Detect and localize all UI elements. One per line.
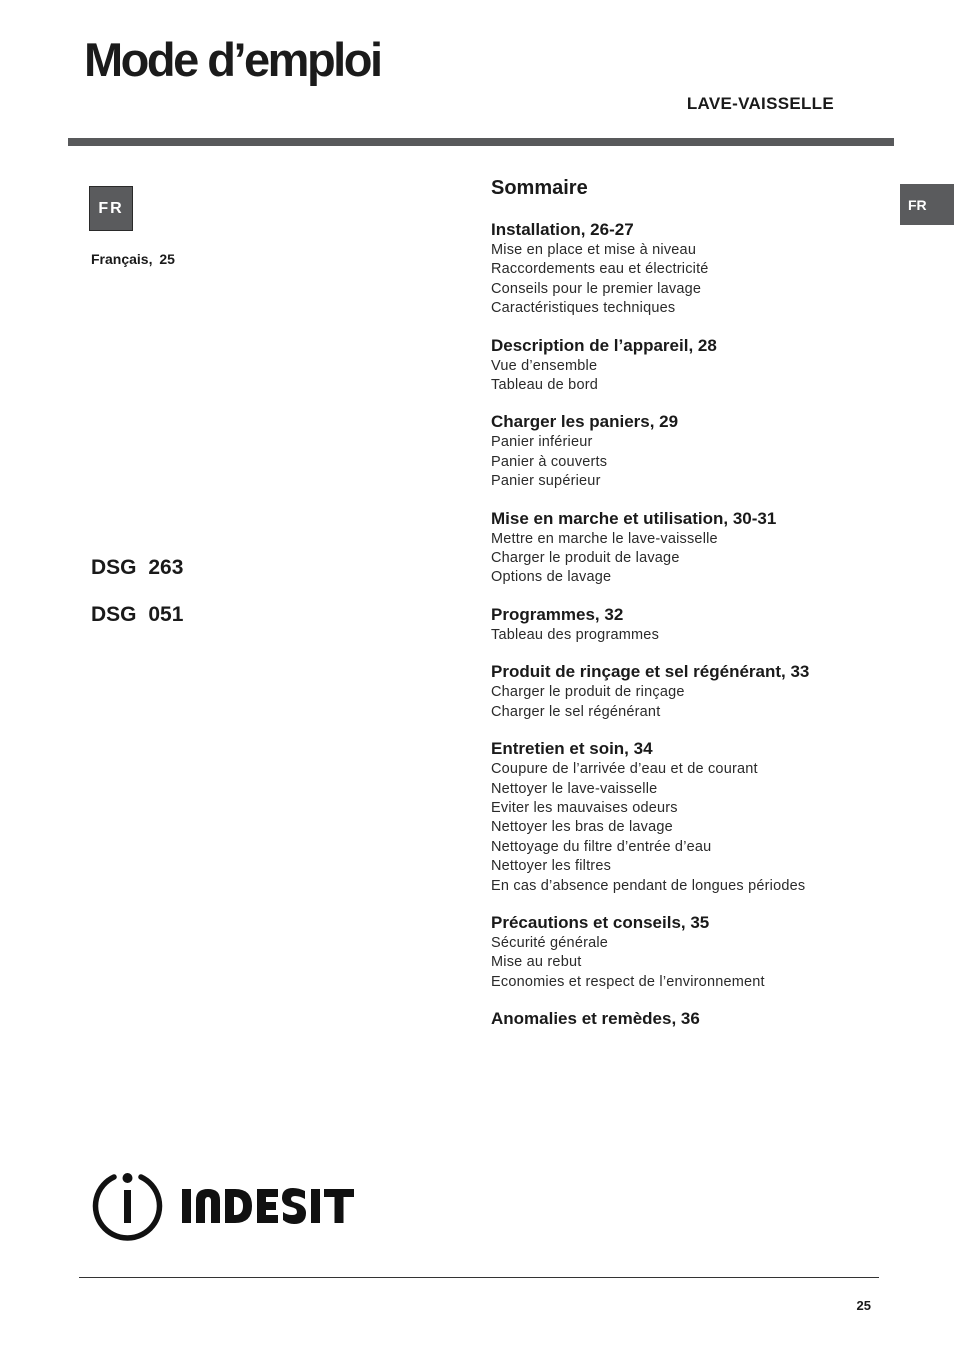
toc-item: Nettoyer les bras de lavage (491, 819, 673, 836)
toc-section (491, 604, 891, 645)
toc-item: Caractéristiques techniques (491, 300, 676, 317)
toc-item: Vue d’ensemble (491, 357, 598, 374)
toc-item: Tableau de bord (491, 377, 598, 394)
toc-item: Mettre en marche le lave-vaisselle (491, 530, 718, 547)
footer-divider (79, 1277, 879, 1278)
toc-item: Economies et respect de l’environnement (491, 973, 765, 990)
toc-section (491, 912, 891, 992)
toc-item: Options de lavage (491, 569, 612, 586)
language-page-reference: Français, 25 (91, 251, 175, 267)
toc-section-title: Anomalies et remèdes, 36 (491, 1009, 700, 1029)
toc-item: Mise en place et mise à niveau (491, 242, 697, 258)
toc-section-title: Installation, 26-27 (491, 220, 634, 239)
toc-section-title: Programmes, 32 (491, 604, 624, 624)
page-title: Mode d’emploi (84, 33, 381, 86)
toc-section-title: Entretien et soin, 34 (491, 739, 653, 759)
toc-heading: Sommaire (491, 177, 588, 199)
toc-section-title: Mise en marche et utilisation, 30-31 (491, 508, 777, 528)
toc-section-title: Produit de rinçage et sel régénérant, 33 (491, 662, 810, 682)
toc-section (491, 738, 891, 896)
toc-item: Nettoyage du filtre d’entrée d’eau (491, 838, 712, 855)
toc-item: Raccordements eau et électricité (491, 261, 709, 278)
toc-item: Charger le produit de lavage (491, 550, 680, 567)
toc-item: Panier supérieur (491, 473, 601, 490)
toc-section (491, 335, 891, 396)
model-number: DSG 051 (91, 603, 184, 626)
toc-section (491, 219, 891, 319)
document-subtitle: LAVE-VAISSELLE (686, 94, 834, 113)
language-side-tab: FR (900, 184, 954, 225)
toc-item: Panier à couverts (491, 453, 608, 470)
toc-section (491, 411, 891, 491)
toc-item: Coupure de l’arrivée d’eau et de courant (491, 761, 758, 778)
toc-item: Eviter les mauvaises odeurs (491, 799, 678, 816)
toc-item: Panier inférieur (491, 434, 593, 451)
toc-section-title: Charger les paniers, 29 (491, 412, 679, 432)
header-divider (68, 138, 894, 146)
language-badge: FR (89, 186, 133, 231)
toc-section-title: Précautions et conseils, 35 (491, 912, 710, 932)
toc-item: Charger le sel régénérant (491, 703, 661, 720)
toc-section-title: Description de l’appareil, 28 (491, 335, 717, 355)
toc-item: Nettoyer le lave-vaisselle (491, 780, 658, 797)
toc-section (491, 1008, 891, 1030)
page-number: 25 (856, 1298, 871, 1313)
toc-item: Conseils pour le premier lavage (491, 280, 702, 297)
indesit-logo (92, 1168, 367, 1248)
toc-item: Sécurité générale (491, 934, 609, 951)
toc-section (491, 661, 891, 722)
toc-item: Mise au rebut (491, 954, 582, 971)
indesit-i-circle-icon (92, 1168, 367, 1243)
toc-item: Nettoyer les filtres (491, 858, 612, 875)
toc-section (491, 508, 891, 588)
toc-sections (491, 219, 891, 1030)
toc-item: Tableau des programmes (491, 626, 660, 643)
model-number: DSG 263 (91, 556, 184, 579)
toc-item: Charger le produit de rinçage (491, 684, 685, 701)
toc-item: En cas d’absence pendant de longues périodes (491, 877, 806, 894)
table-of-contents (491, 176, 891, 1046)
